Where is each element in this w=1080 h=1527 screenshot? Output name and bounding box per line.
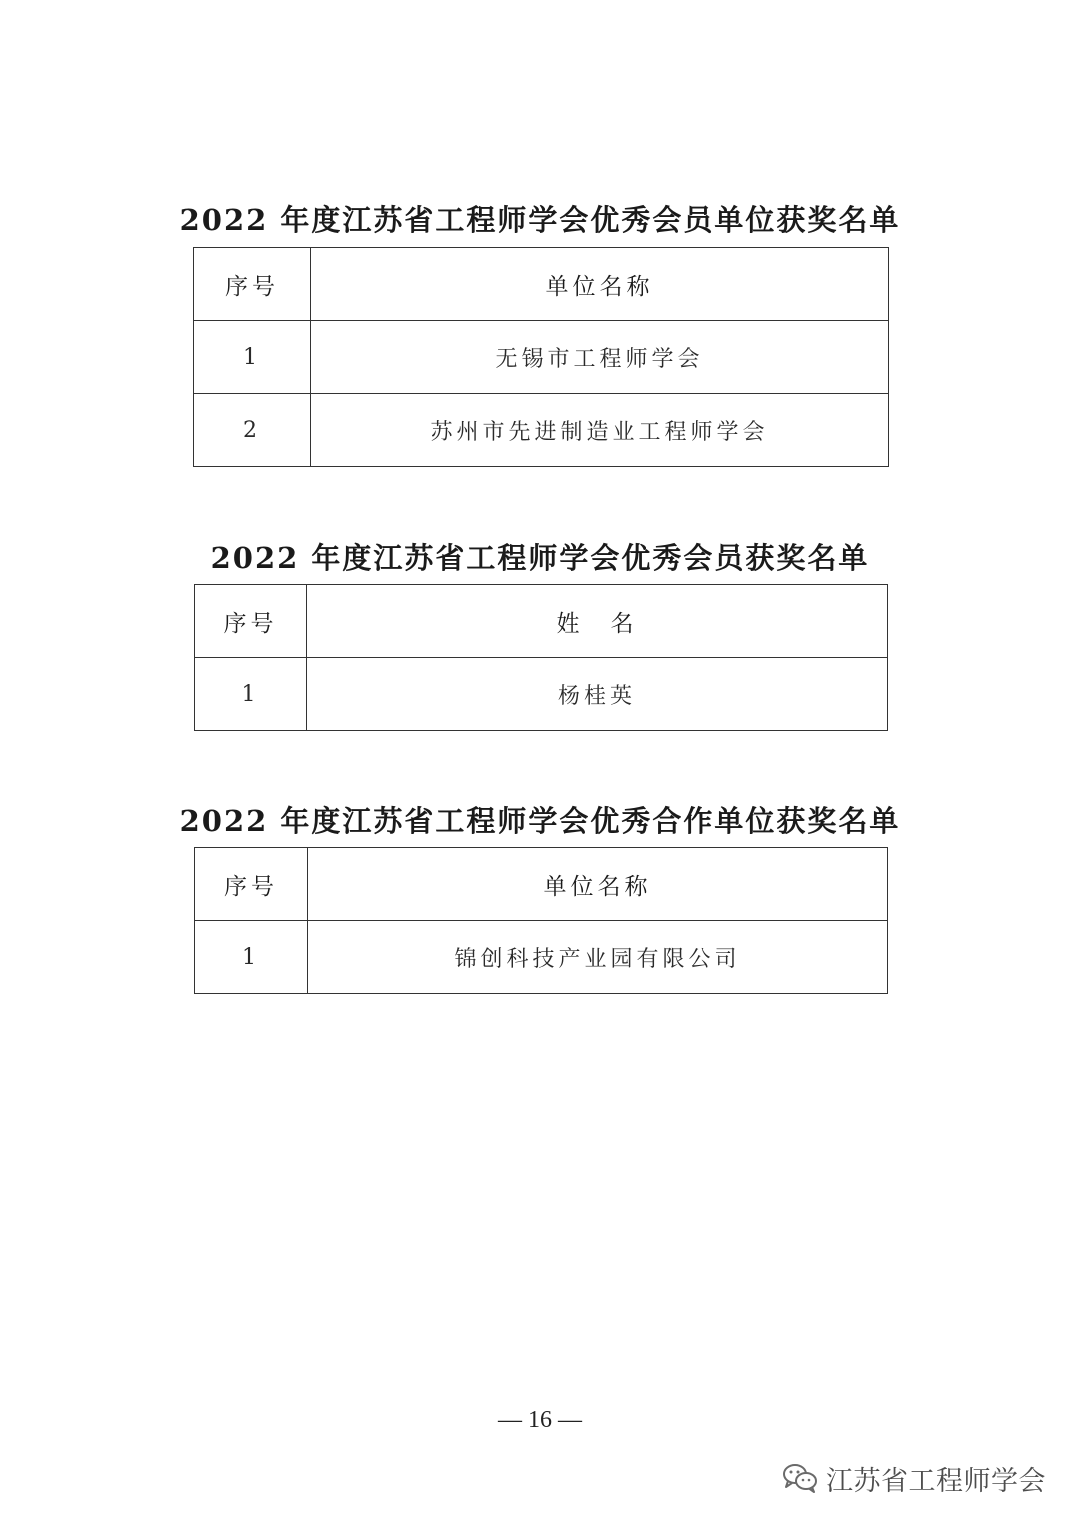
cell-index: 1 [195,921,308,994]
header-cell-index: 序号 [195,585,307,658]
header-cell-name: 单位名称 [308,848,888,921]
cell-name: 杨桂英 [307,658,888,731]
header-cell-name: 单位名称 [311,248,889,321]
wechat-icon [782,1463,818,1493]
section-title: 2022 年度江苏省工程师学会优秀合作单位获奖名单 [179,804,901,838]
award-table-partner-units [194,847,888,994]
award-table-member-units [193,247,889,467]
header-cell-name: 姓 名 [307,585,888,658]
header-cell-index: 序号 [194,248,311,321]
cell-index: 2 [194,394,311,467]
table-header-row [195,848,888,921]
watermark-text: 江苏省工程师学会 [826,1465,1046,1497]
cell-index: 1 [195,658,307,731]
table-row [194,394,889,467]
table-row [195,921,888,994]
header-cell-index: 序号 [195,848,308,921]
section-title: 2022 年度江苏省工程师学会优秀会员单位获奖名单 [179,203,901,237]
table-row [195,658,888,731]
watermark [782,1458,1046,1498]
cell-name: 锦创科技产业园有限公司 [308,921,888,994]
award-table-members [194,584,888,731]
section-title: 2022 年度江苏省工程师学会优秀会员获奖名单 [210,541,870,575]
table-header-row [194,248,889,321]
page-number: — 16 — [498,1407,582,1433]
cell-name: 无锡市工程师学会 [311,321,889,394]
cell-name: 苏州市先进制造业工程师学会 [311,394,889,467]
table-header-row [195,585,888,658]
table-row [194,321,889,394]
cell-index: 1 [194,321,311,394]
